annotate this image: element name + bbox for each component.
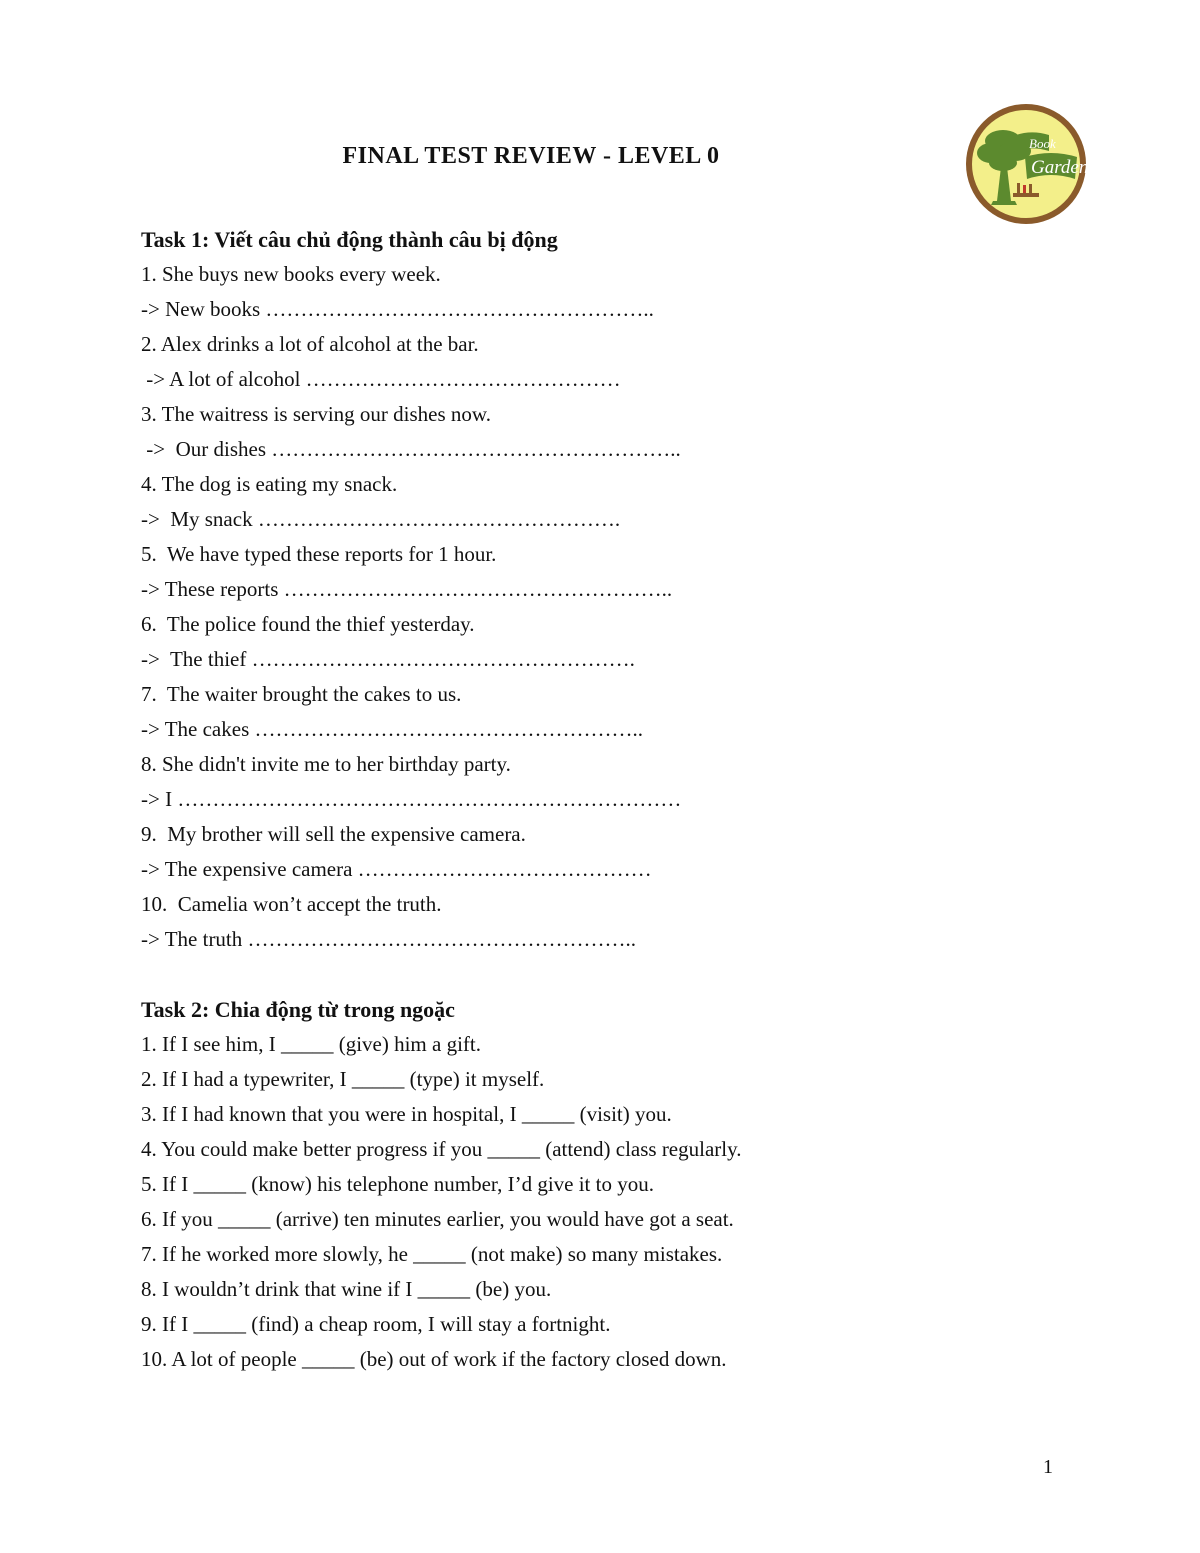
task-1-item: 10. Camelia won’t accept the truth. (141, 892, 442, 916)
task-1-answer-line: -> Our dishes ………………………………………………….. (141, 437, 681, 461)
task-1-item: 2. Alex drinks a lot of alcohol at the bar. (141, 332, 479, 356)
task-2-section (141, 992, 1041, 1377)
task-1-answer-line: -> A lot of alcohol ……………………………………… (141, 367, 621, 391)
task-2-list (141, 1027, 1041, 1377)
task-2-item: 2. If I had a typewriter, I _____ (type) it myself. (141, 1067, 545, 1091)
task-1-answer-line: -> These reports ……………………………………………….. (141, 577, 673, 601)
task-1-item: 6. The police found the thief yesterday. (141, 612, 475, 636)
task-1-answer-line: -> The truth ……………………………………………….. (141, 927, 637, 951)
task-2-item: 9. If I _____ (find) a cheap room, I will stay a fortnight. (141, 1312, 611, 1336)
task-1-item: 7. The waiter brought the cakes to us. (141, 682, 462, 706)
task-1-item: 4. The dog is eating my snack. (141, 472, 398, 496)
task-2-item: 1. If I see him, I _____ (give) him a gift. (141, 1032, 481, 1056)
page-number: 1 (1043, 1456, 1053, 1478)
task-2-item: 5. If I _____ (know) his telephone number, I’d give it to you. (141, 1172, 654, 1196)
task-1-section (141, 222, 1041, 957)
task-1-item: 5. We have typed these reports for 1 hour. (141, 542, 497, 566)
task-2-item: 10. A lot of people _____ (be) out of work if the factory closed down. (141, 1347, 727, 1371)
task-1-answer-line: -> New books ……………………………………………….. (141, 297, 654, 321)
task-1-list (141, 257, 1041, 957)
task-2-heading: Task 2: Chia động từ trong ngoặc (141, 997, 455, 1022)
task-1-item: 3. The waitress is serving our dishes now. (141, 402, 491, 426)
task-1-item: 1. She buys new books every week. (141, 262, 441, 286)
task-2-item: 8. I wouldn’t drink that wine if I _____ (be) you. (141, 1277, 552, 1301)
logo-text-book: Book (1029, 136, 1056, 151)
task-1-item: 9. My brother will sell the expensive camera. (141, 822, 526, 846)
task-1-answer-line: -> I ……………………………………………………………… (141, 787, 682, 811)
task-2-item: 4. You could make better progress if you _____ (attend) class regularly. (141, 1137, 742, 1161)
task-1-item: 8. She didn't invite me to her birthday party. (141, 752, 511, 776)
task-1-heading: Task 1: Viết câu chủ động thành câu bị động (141, 227, 558, 252)
task-1-answer-line: -> The expensive camera …………………………………… (141, 857, 652, 881)
task-2-item: 7. If he worked more slowly, he _____ (not make) so many mistakes. (141, 1242, 723, 1266)
task-2-item: 6. If you _____ (arrive) ten minutes earlier, you would have got a seat. (141, 1207, 734, 1231)
book-garden-logo (963, 101, 1089, 227)
task-1-answer-line: -> The cakes ……………………………………………….. (141, 717, 643, 741)
task-1-answer-line: -> My snack ……………………………………………. (141, 507, 621, 531)
book-garden-tree-logo-icon (963, 101, 1089, 227)
document-title: FINAL TEST REVIEW - LEVEL 0 (342, 143, 720, 169)
task-1-answer-line: -> The thief ………………………………………………. (141, 647, 635, 671)
logo-text-garden: Garden (1031, 157, 1089, 178)
task-2-item: 3. If I had known that you were in hospital, I _____ (visit) you. (141, 1102, 672, 1126)
